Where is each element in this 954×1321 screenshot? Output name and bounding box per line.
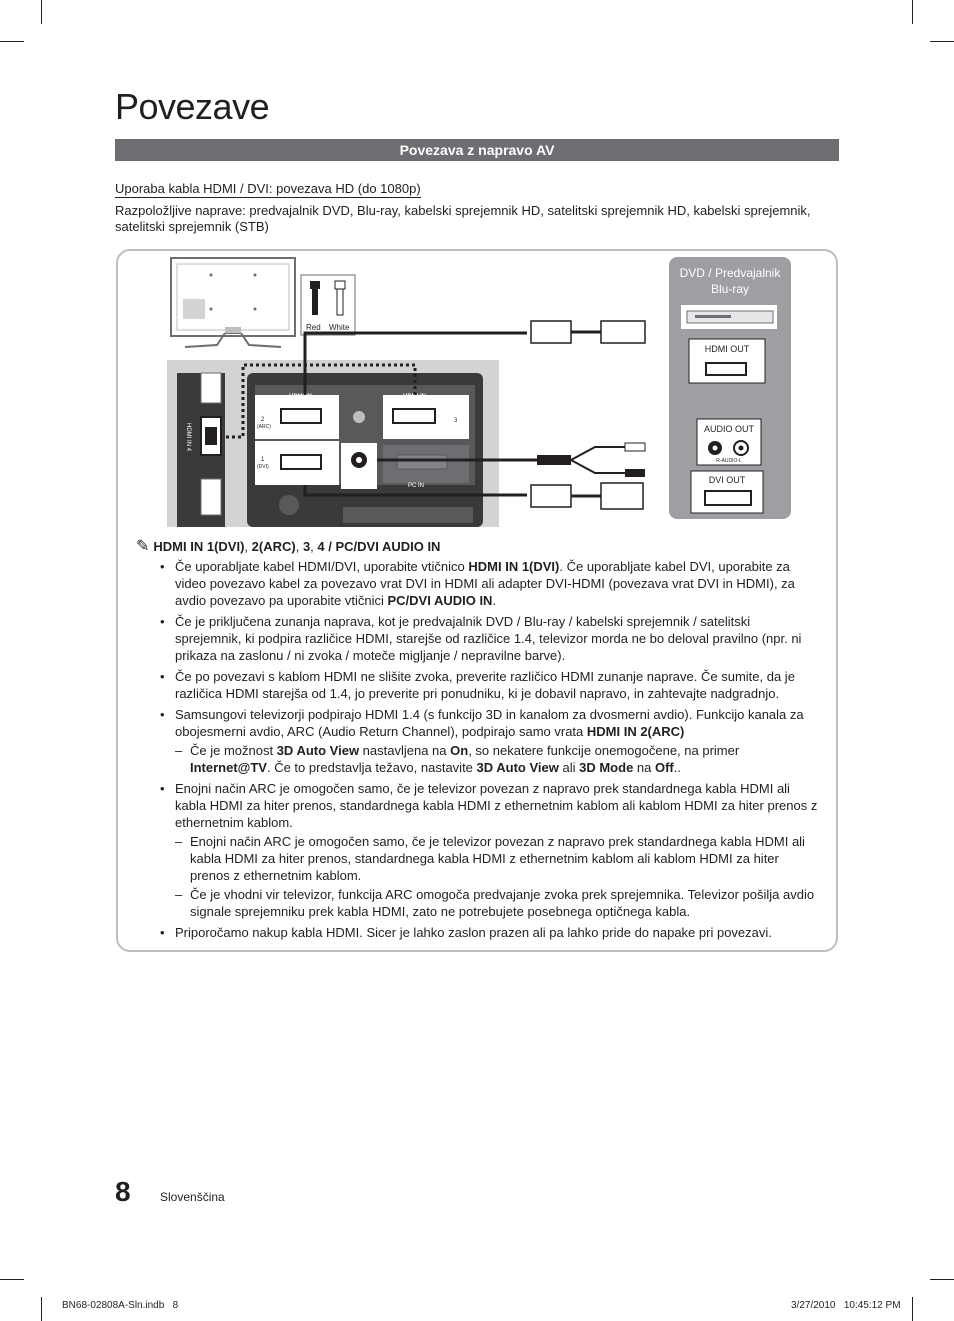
dvi-out-label: DVI OUT bbox=[708, 475, 746, 485]
note-heading: ✎ HDMI IN 1(DVI), 2(ARC), 3, 4 / PC/DVI AUDIO IN bbox=[136, 538, 441, 555]
device-title-line1: DVD / Predvajalnik bbox=[679, 266, 781, 280]
list-item: • Enojni način ARC je omogočen samo, če je televizor povezan z napravo prek standardnega kabla HDMI ali kabla HDMI za hiter prenos, standardnega kabla HDMI z ethernetnim kablom ali kablom HDMI za hiter prenos z ethernetnim kablom. bbox=[160, 780, 820, 831]
audio-rl-label: R-AUDIO-L bbox=[716, 458, 742, 464]
sub-list-item: – Če je vhodni vir televizor, funkcija ARC omogoča predvajanje zvoka prek sprejemnika. Televizor pošilja avdio signale sprejemniku prek kabla HDMI, zato ne potrebujete posebnega optičnega kabla. bbox=[160, 886, 820, 920]
page-number: 8 bbox=[115, 1176, 131, 1207]
footer-timestamp: 3/27/2010 10:45:12 PM bbox=[791, 1300, 901, 1311]
port-3-label: 3 bbox=[454, 418, 458, 424]
notes-list bbox=[160, 558, 820, 945]
port-pc-in-label: PC IN bbox=[408, 483, 425, 489]
port-1-label: 1 bbox=[261, 457, 265, 463]
port-hdmi-in-right: HDMI IN bbox=[403, 394, 426, 400]
list-item: • Če uporabljate kabel HDMI/DVI, uporabite vtičnico HDMI IN 1(DVI). Če uporabljate kabel DVI, uporabite za video povezavo kabel za povezavo vrat DVI in HDMI ali adapter DVI-HDMI (povezava vrat DVI in HDMI), za avdio povezavo pa uporabite vtičnici PC/DVI AUDIO IN. bbox=[160, 558, 820, 609]
crop-mark bbox=[930, 41, 954, 42]
crop-mark bbox=[41, 1297, 42, 1321]
page-title: Povezave bbox=[115, 86, 270, 127]
language-label: Slovenščina bbox=[160, 1190, 225, 1204]
port-dvi-label: (DVI) bbox=[257, 464, 269, 470]
port-arc-label: (ARC) bbox=[257, 424, 271, 430]
device-title-line2: Blu-ray bbox=[710, 282, 750, 296]
side-panel bbox=[177, 373, 225, 527]
cable-plugs bbox=[531, 321, 645, 509]
sub-list-item: – Če je možnost 3D Auto View nastavljena na On, so nekatere funkcije onemogočene, na primer Internet@TV. Če to predstavlja težavo, nastavite 3D Auto View ali 3D Mode na Off.. bbox=[160, 742, 820, 776]
crop-mark bbox=[912, 0, 913, 24]
list-item: • Priporočamo nakup kabla HDMI. Sicer je lahko zaslon prazen ali pa lahko pride do napake pri povezavi. bbox=[160, 924, 820, 941]
crop-mark bbox=[41, 0, 42, 24]
list-item: • Samsungovi televizorji podpirajo HDMI 1.4 (s funkcijo 3D in kanalom za dvosmerni avdio). Funkcijo kanala za obojesmerni avdio, ARC (Audio Return Channel), podpirajo samo vrata HDMI IN 2(ARC) bbox=[160, 706, 820, 740]
rca-cable-illustration bbox=[301, 275, 355, 335]
cable-white-label: White bbox=[329, 323, 350, 332]
cable-red-label: Red bbox=[306, 323, 321, 332]
crop-mark bbox=[0, 41, 24, 42]
dvd-bluray-device-panel bbox=[669, 257, 791, 519]
port-pc-dvi-label: PC / DVI bbox=[346, 478, 370, 484]
port-hdmi-in-left: HDMI IN bbox=[289, 394, 312, 400]
tv-rear-illustration bbox=[171, 258, 295, 347]
footer-file-info: BN68-02808A-Sln.indb 8 bbox=[62, 1300, 179, 1311]
hdmi-in-4-label: HDMI IN 4 bbox=[185, 423, 191, 452]
section-header: Povezava z napravo AV bbox=[115, 139, 839, 161]
crop-mark bbox=[0, 1279, 24, 1280]
connection-diagram bbox=[165, 255, 795, 527]
list-item: • Če je priključena zunanja naprava, kot je predvajalnik DVD / Blu-ray / kabelski sprejemnik / satelitski sprejemnik, ki podpira različice HDMI, starejše od različice 1.4, televizor morda ne bo deloval pravilno (npr. ni prikaza na zaslonu / ni zvoka / moteče migljanje / nepravilne barve). bbox=[160, 613, 820, 664]
hdmi-out-label: HDMI OUT bbox=[704, 344, 750, 354]
pencil-note-icon: ✎ bbox=[136, 538, 150, 555]
port-audio-in-label: AUDIO IN bbox=[344, 485, 367, 491]
available-devices-text: Razpoložljive naprave: predvajalnik DVD, Blu-ray, kabelski sprejemnik HD, satelitski sprejemnik HD, kabelski sprejemnik, satelitski sprejemnik (STB) bbox=[115, 203, 811, 234]
rear-panel bbox=[247, 373, 483, 527]
crop-mark bbox=[912, 1297, 913, 1321]
list-item: • Če po povezavi s kablom HDMI ne slišite zvoka, preverite različico HDMI zunanje naprave. Če sumite, da je različica HDMI starejša od 1.4, jo preverite pri ponudniku, ki je dobavil napravo, in zahtevajte nadgradnjo. bbox=[160, 668, 820, 702]
sub-list-item: – Enojni način ARC je omogočen samo, če je televizor povezan z napravo prek standardnega kabla HDMI ali kabla HDMI za hiter prenos, standardnega kabla HDMI z ethernetnim kablom ali kablom HDMI za hiter prenos z ethernetnim kablom. bbox=[160, 833, 820, 884]
subheading: Uporaba kabla HDMI / DVI: povezava HD (do 1080p) bbox=[115, 181, 421, 196]
audio-out-label: AUDIO OUT bbox=[703, 424, 755, 434]
port-2-label: 2 bbox=[261, 417, 265, 423]
crop-mark bbox=[930, 1279, 954, 1280]
